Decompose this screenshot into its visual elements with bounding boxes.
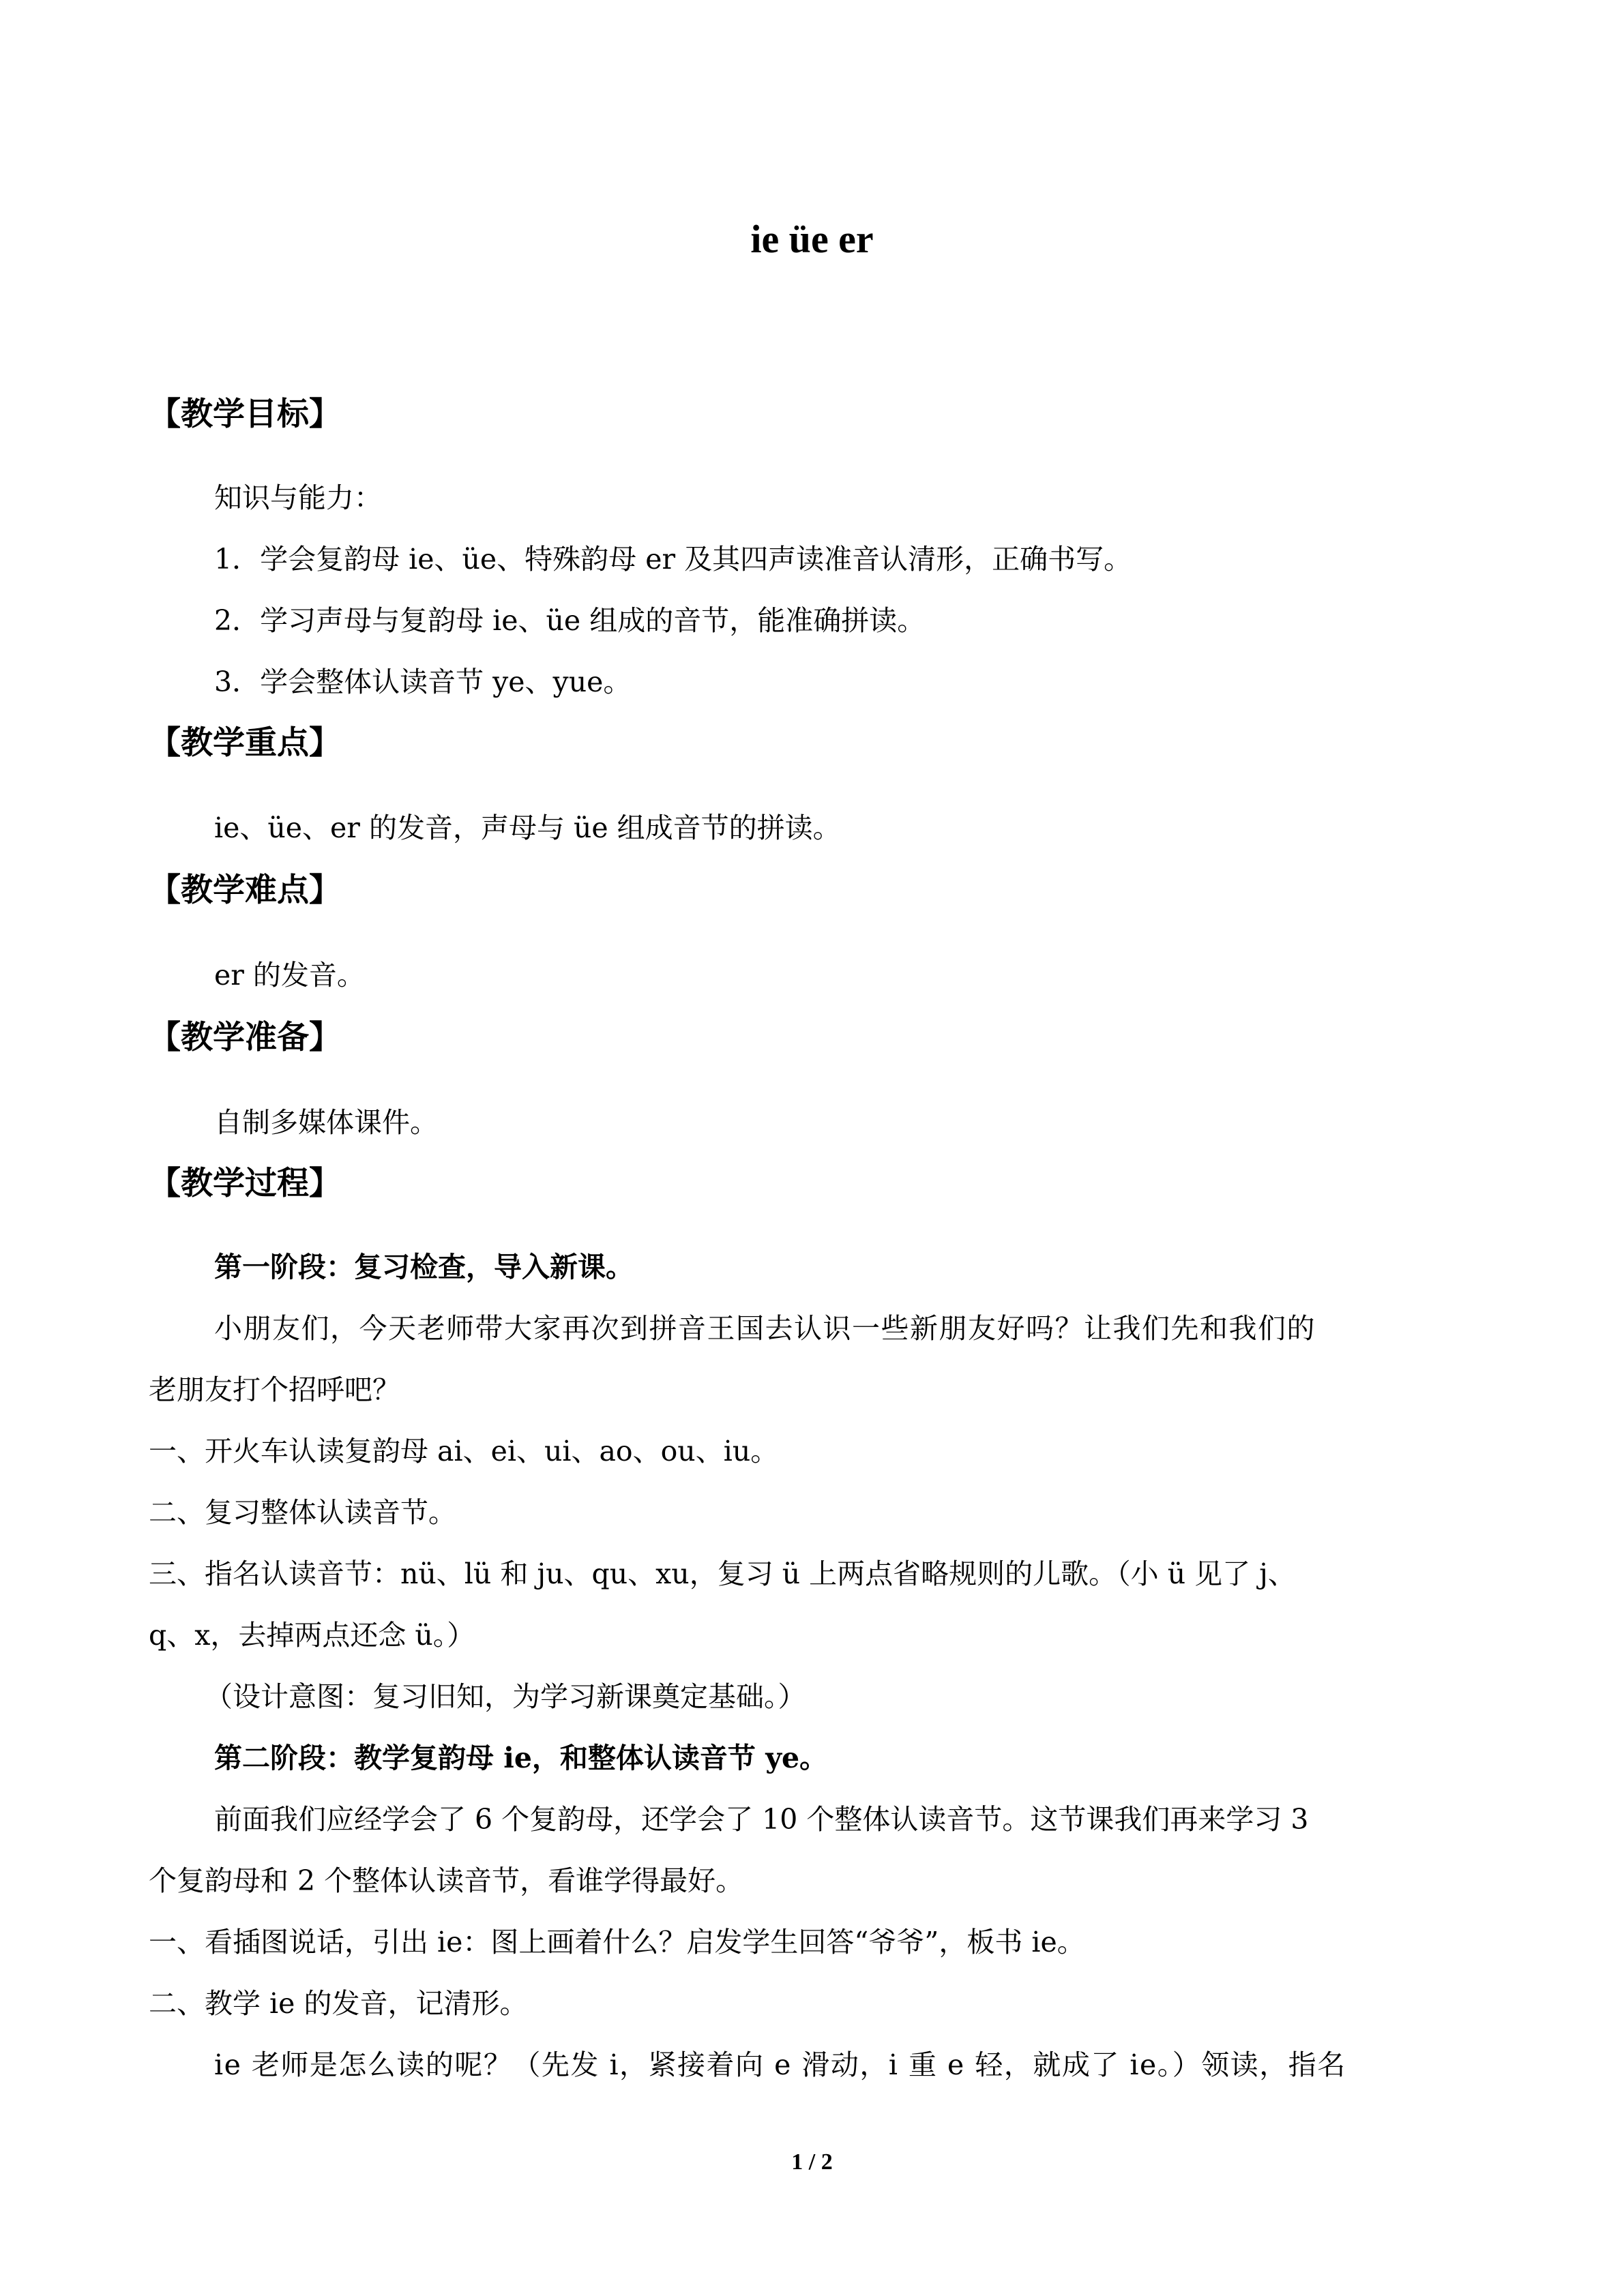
stage2-paragraph-line-2: 个复韵母和 2 个整体认读音节，看谁学得最好。 <box>149 1864 744 1897</box>
stage1-title: 第一阶段：复习检查，导入新课。 <box>214 1251 634 1283</box>
preparation-text: 自制多媒体课件。 <box>214 1106 438 1139</box>
stage2-item-2: 二、教学 ie 的发音，记清形。 <box>149 1987 528 2020</box>
key-points-text: ie、üe、er 的发音，声母与 üe 组成音节的拼读。 <box>214 811 841 844</box>
heading-preparation: 【教学准备】 <box>149 1019 341 1056</box>
heading-process: 【教学过程】 <box>149 1165 341 1202</box>
page-number: 1 / 2 <box>791 2149 833 2175</box>
stage2-item-1: 一、看插图说话，引出 ie：图上画着什么？启发学生回答“爷爷”，板书 ie。 <box>149 1926 1085 1958</box>
stage1-design-note: （设计意图：复习旧知，为学习新课奠定基础。） <box>205 1680 806 1713</box>
stage2-paragraph-line-1: 前面我们应经学会了 6 个复韵母，还学会了 10 个整体认读音节。这节课我们再来学习 3 <box>214 1803 1309 1836</box>
stage1-paragraph-line-1: 小朋友们，今天老师带大家再次到拼音王国去认识一些新朋友好吗？让我们先和我们的 <box>214 1312 1316 1345</box>
stage1-item-3-line-1: 三、指名认读音节：nü、lü 和 ju、qu、xu，复习 ü 上两点省略规则的儿歌。（小 ü 见了 j、 <box>149 1557 1296 1590</box>
stage2-paragraph-2: ie 老师是怎么读的呢？（先发 i，紧接着向 e 滑动，i 重 e 轻，就成了 ie。）领读，指名 <box>214 2048 1346 2081</box>
objectives-intro: 知识与能力： <box>214 481 382 514</box>
stage1-paragraph-line-2: 老朋友打个招呼吧？ <box>149 1373 400 1406</box>
difficulties-text: er 的发音。 <box>214 959 365 992</box>
stage1-item-2: 二、复习整体认读音节。 <box>149 1496 456 1529</box>
stage1-item-3-line-2: q、x，去掉两点还念 ü。） <box>149 1619 475 1652</box>
objective-item-1: 1．学会复韵母 ie、üe、特殊韵母 er 及其四声读准音认清形，正确书写。 <box>214 543 1132 576</box>
heading-objectives: 【教学目标】 <box>149 396 341 433</box>
heading-key-points: 【教学重点】 <box>149 724 341 762</box>
stage2-title: 第二阶段：教学复韵母 ie，和整体认读音节 ye。 <box>214 1742 828 1774</box>
objective-item-3: 3．学会整体认读音节 ye、yue。 <box>214 666 632 698</box>
objective-item-2: 2．学习声母与复韵母 ie、üe 组成的音节，能准确拼读。 <box>214 604 926 637</box>
document-title: ie üe er <box>750 217 874 261</box>
heading-difficulties: 【教学难点】 <box>149 871 341 909</box>
stage1-item-1: 一、开火车认读复韵母 ai、ei、ui、ao、ou、iu。 <box>149 1435 779 1467</box>
